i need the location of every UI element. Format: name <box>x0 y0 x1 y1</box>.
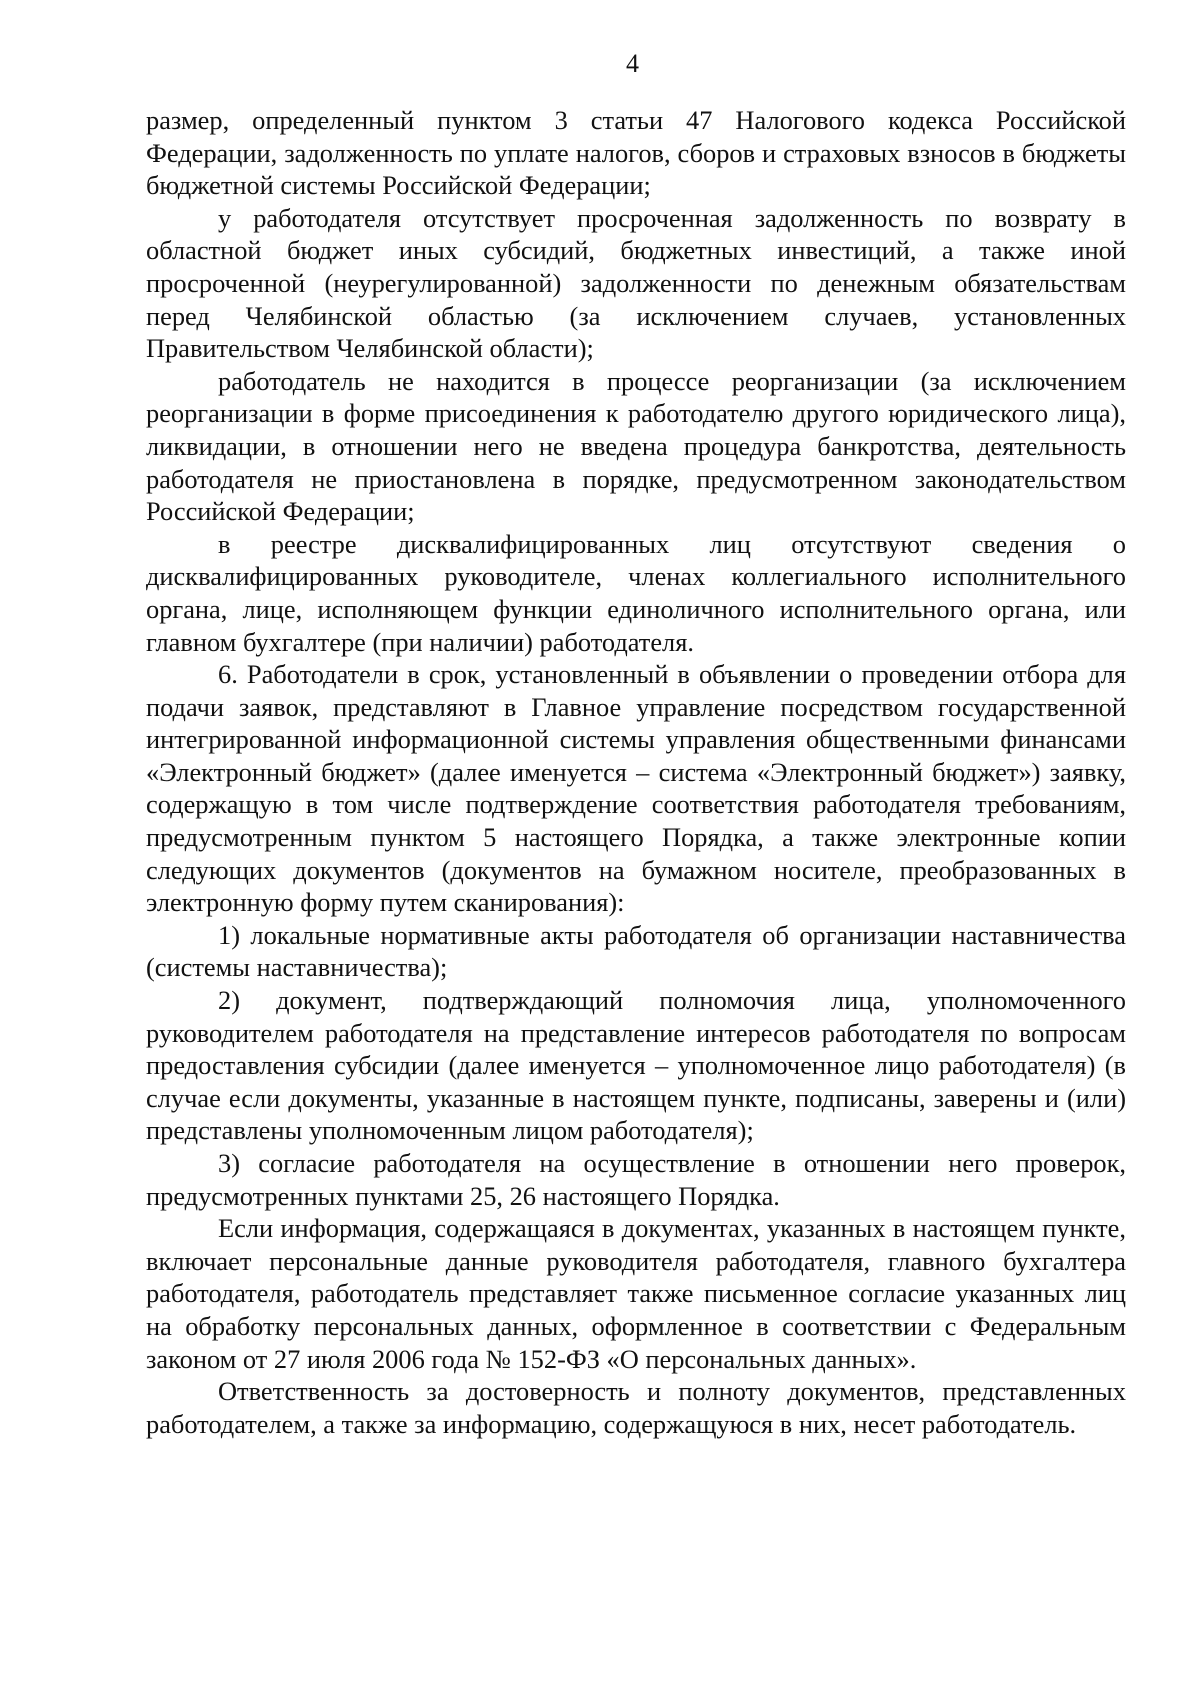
paragraph: у работодателя отсутствует просроченная задолженность по возврату в областной бюджет иных субсидий, бюджетных инвестиций, а также иной просроченной (неурегулированной) задолженности по денежным обязательствам перед Челябинской областью (за исключением случаев, установленных Правительством Челябинской области); <box>146 202 1126 364</box>
document-body <box>146 104 1126 1440</box>
paragraph: Если информация, содержащаяся в документах, указанных в настоящем пункте, включает персональные данные руководителя работодателя, главного бухгалтера работодателя, работодатель представляет также письменное согласие указанных лиц на обработку персональных данных, оформленное в соответствии с Федеральным законом от 27 июля 2006 года № 152-ФЗ «О персональных данных». <box>146 1213 1126 1374</box>
paragraph: 6. Работодатели в срок, установленный в объявлении о проведении отбора для подачи заявок, представляют в Главное управление посредством государственной интегрированной информационной системы управления общественными финансами «Электронный бюджет» (далее именуется – система «Электронный бюджет») заявку, содержащую в том числе подтверждение соответствия работодателя требованиям, предусмотренным пунктом 5 настоящего Порядка, а также электронные копии следующих документов (документов на бумажном носителе, преобразованных в электронную форму путем сканирования): <box>146 659 1126 918</box>
paragraph: Ответственность за достоверность и полноту документов, представленных работодателем, а также за информацию, содержащуюся в них, несет работодатель. <box>146 1376 1126 1439</box>
page-number: 4 <box>626 49 639 78</box>
paragraph: работодатель не находится в процессе реорганизации (за исключением реорганизации в форме присоединения к работодателю другого юридического лица), ликвидации, в отношении него не введена процедура банкротства, деятельность работодателя не приостановлена в порядке, предусмотренном законодательством Российской Федерации; <box>146 365 1126 527</box>
list-item-paragraph: 2) документ, подтверждающий полномочия лица, уполномоченного руководителем работодателя на представление интересов работодателя по вопросам предоставления субсидии (далее именуется – уполномоченное лицо работодателя) (в случае если документы, указанные в настоящем пункте, подписаны, заверены и (или) представлены уполномоченным лицом работодателя); <box>146 985 1126 1146</box>
list-item-paragraph: 3) согласие работодателя на осуществление в отношении него проверок, предусмотренных пунктами 25, 26 настоящего Порядка. <box>146 1148 1126 1211</box>
paragraph: в реестре дисквалифицированных лиц отсутствуют сведения о дисквалифицированных руководителе, членах коллегиального исполнительного органа, лице, исполняющем функции единоличного исполнительного органа, или главном бухгалтере (при наличии) работодателя. <box>146 528 1126 657</box>
list-item-paragraph: 1) локальные нормативные акты работодателя об организации наставничества (системы наставничества); <box>146 919 1126 983</box>
paragraph: размер, определенный пунктом 3 статьи 47 Налогового кодекса Российской Федерации, задолженность по уплате налогов, сборов и страховых взносов в бюджеты бюджетной системы Российской Федерации; <box>146 105 1126 201</box>
